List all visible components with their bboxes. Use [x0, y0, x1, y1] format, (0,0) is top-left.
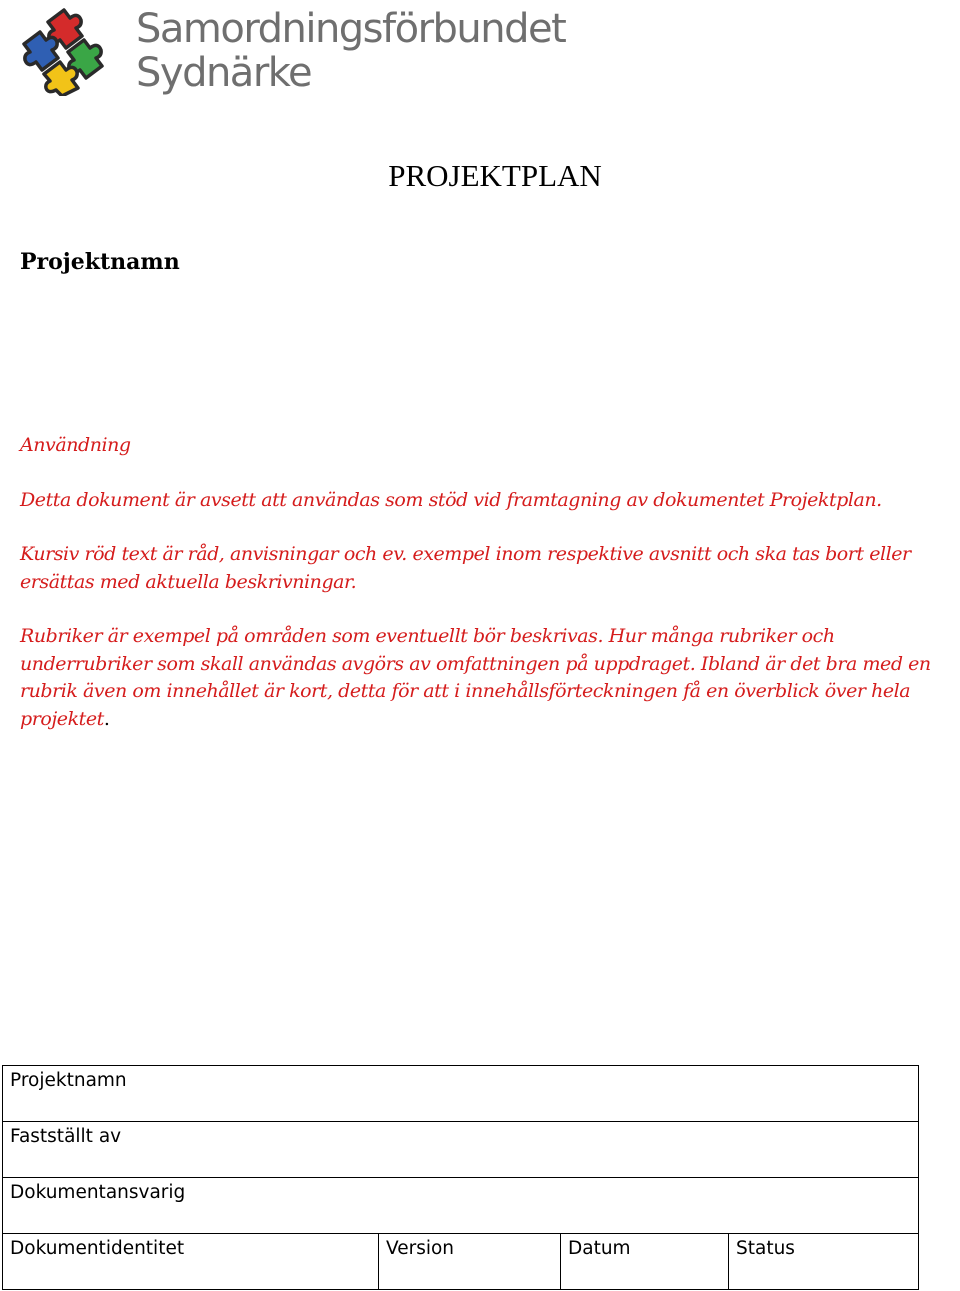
table-row	[3, 1234, 919, 1290]
org-name-line1: Samordningsförbundet	[136, 6, 566, 52]
guidance-paragraph-3-end: .	[103, 707, 110, 730]
document-responsible-cell[interactable]: Dokumentansvarig	[3, 1178, 919, 1234]
guidance-paragraph-3	[20, 623, 960, 733]
version-cell[interactable]: Version	[379, 1234, 561, 1290]
date-cell[interactable]: Datum	[561, 1234, 729, 1290]
table-row	[3, 1178, 919, 1234]
table-row	[3, 1066, 919, 1122]
status-cell[interactable]: Status	[729, 1234, 919, 1290]
org-logo	[18, 4, 566, 96]
approved-by-cell[interactable]: Fastställt av	[3, 1122, 919, 1178]
guidance-section	[20, 432, 960, 760]
project-name-cell[interactable]: Projektnamn	[3, 1066, 919, 1122]
document-title: PROJEKTPLAN	[388, 158, 602, 193]
table-row	[3, 1122, 919, 1178]
document-identity-cell[interactable]: Dokumentidentitet	[3, 1234, 379, 1290]
guidance-paragraph-1: Detta dokument är avsett att användas som stöd vid framtagning av dokumentet Projektplan.	[20, 488, 882, 511]
project-name-heading: Projektnamn	[20, 249, 180, 275]
guidance-heading: Användning	[20, 434, 131, 456]
puzzle-pieces-icon	[18, 4, 110, 96]
document-info-table	[2, 1065, 919, 1290]
guidance-paragraph-2: Kursiv röd text är råd, anvisningar och ev. exempel inom respektive avsnitt och ska tas bort eller ersättas med aktuella beskrivningar.	[20, 543, 911, 593]
guidance-paragraph-3-text: Rubriker är exempel på områden som eventuellt bör beskrivas. Hur många rubriker och underrubriker som skall användas avgörs av omfattningen på uppdraget. Ibland är det bra med en rubrik även om innehållet är kort, detta för att i innehållsförteckningen få en överblick över hela projektet	[20, 625, 931, 730]
org-name-line2: Sydnärke	[136, 50, 312, 96]
